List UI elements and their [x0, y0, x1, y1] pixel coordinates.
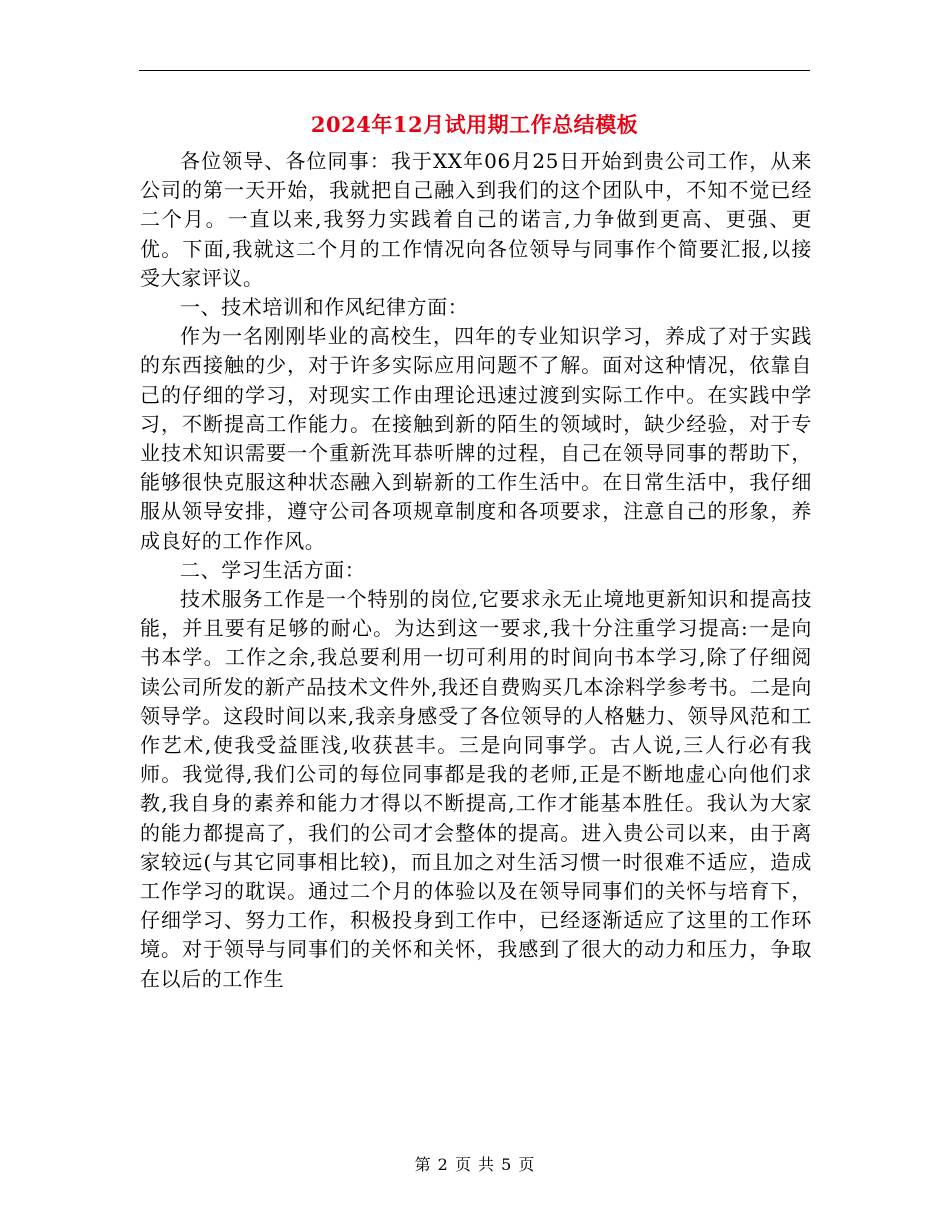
page-number-footer: 第 2 页 共 5 页	[414, 1155, 536, 1174]
header-rule	[139, 70, 810, 71]
paragraph-training: 作为一名刚刚毕业的高校生，四年的专业知识学习，养成了对于实践的东西接触的少，对于许多实际应用问题不了解。面对这种情况，依靠自己的仔细的学习，对现实工作由理论迅速过渡到实际工作中。在实践中学习，不断提高工作能力。在接触到新的陌生的领域时，缺少经验，对于专业技术知识需要一个重新洗耳恭听牌的过程，自己在领导同事的帮助下，能够很快克服这种状态融入到崭新的工作生活中。在日常生活中，我仔细服从领导安排，遵守公司各项规章制度和各项要求，注意自己的形象，养成良好的工作作风。	[140, 324, 812, 553]
paragraph-greeting: 各位领导、各位同事：我于XX年06月25日开始到贵公司工作，从来公司的第一天开始，我就把自己融入到我们的这个团队中，不知不觉已经二个月。一直以来,我努力实践着自己的诺言,力争做到更高、更强、更优。下面,我就这二个月的工作情况向各位领导与同事作个简要汇报,以接受大家评议。	[140, 149, 812, 290]
section-heading-1: 一、技术培训和作风纪律方面：	[180, 295, 469, 320]
paragraph-study-life: 技术服务工作是一个特别的岗位,它要求永无止境地更新知识和提高技能，并且要有足够的耐心。为达到这一要求,我十分注重学习提高:一是向书本学。工作之余,我总要利用一切可利用的时间向书本学习,除了仔细阅读公司所发的新产品技术文件外,我还自费购买几本涂料学参考书。二是向领导学。这段时间以来,我亲身感受了各位领导的人格魅力、领导风范和工作艺术,使我受益匪浅,收获甚丰。三是向同事学。古人说,三人行必有我师。我觉得,我们公司的每位同事都是我的老师,正是不断地虚心向他们求教,我自身的素养和能力才得以不断提高,工作才能基本胜任。我认为大家的能力都提高了，我们的公司才会整体的提高。进入贵公司以来，由于离家较远(与其它同事相比较)，而且加之对生活习惯一时很难不适应，造成工作学习的耽误。通过二个月的体验以及在领导同事们的关怀与培育下，仔细学习、努力工作，积极投身到工作中，已经逐渐适应了这里的工作环境。对于领导与同事们的关怀和关怀，我感到了很大的动力和压力，争取在以后的工作生	[140, 587, 812, 991]
document-title: 2024年12月试用期工作总结模板	[310, 112, 639, 137]
section-heading-2: 二、学习生活方面：	[180, 557, 366, 582]
document-body	[140, 147, 812, 994]
